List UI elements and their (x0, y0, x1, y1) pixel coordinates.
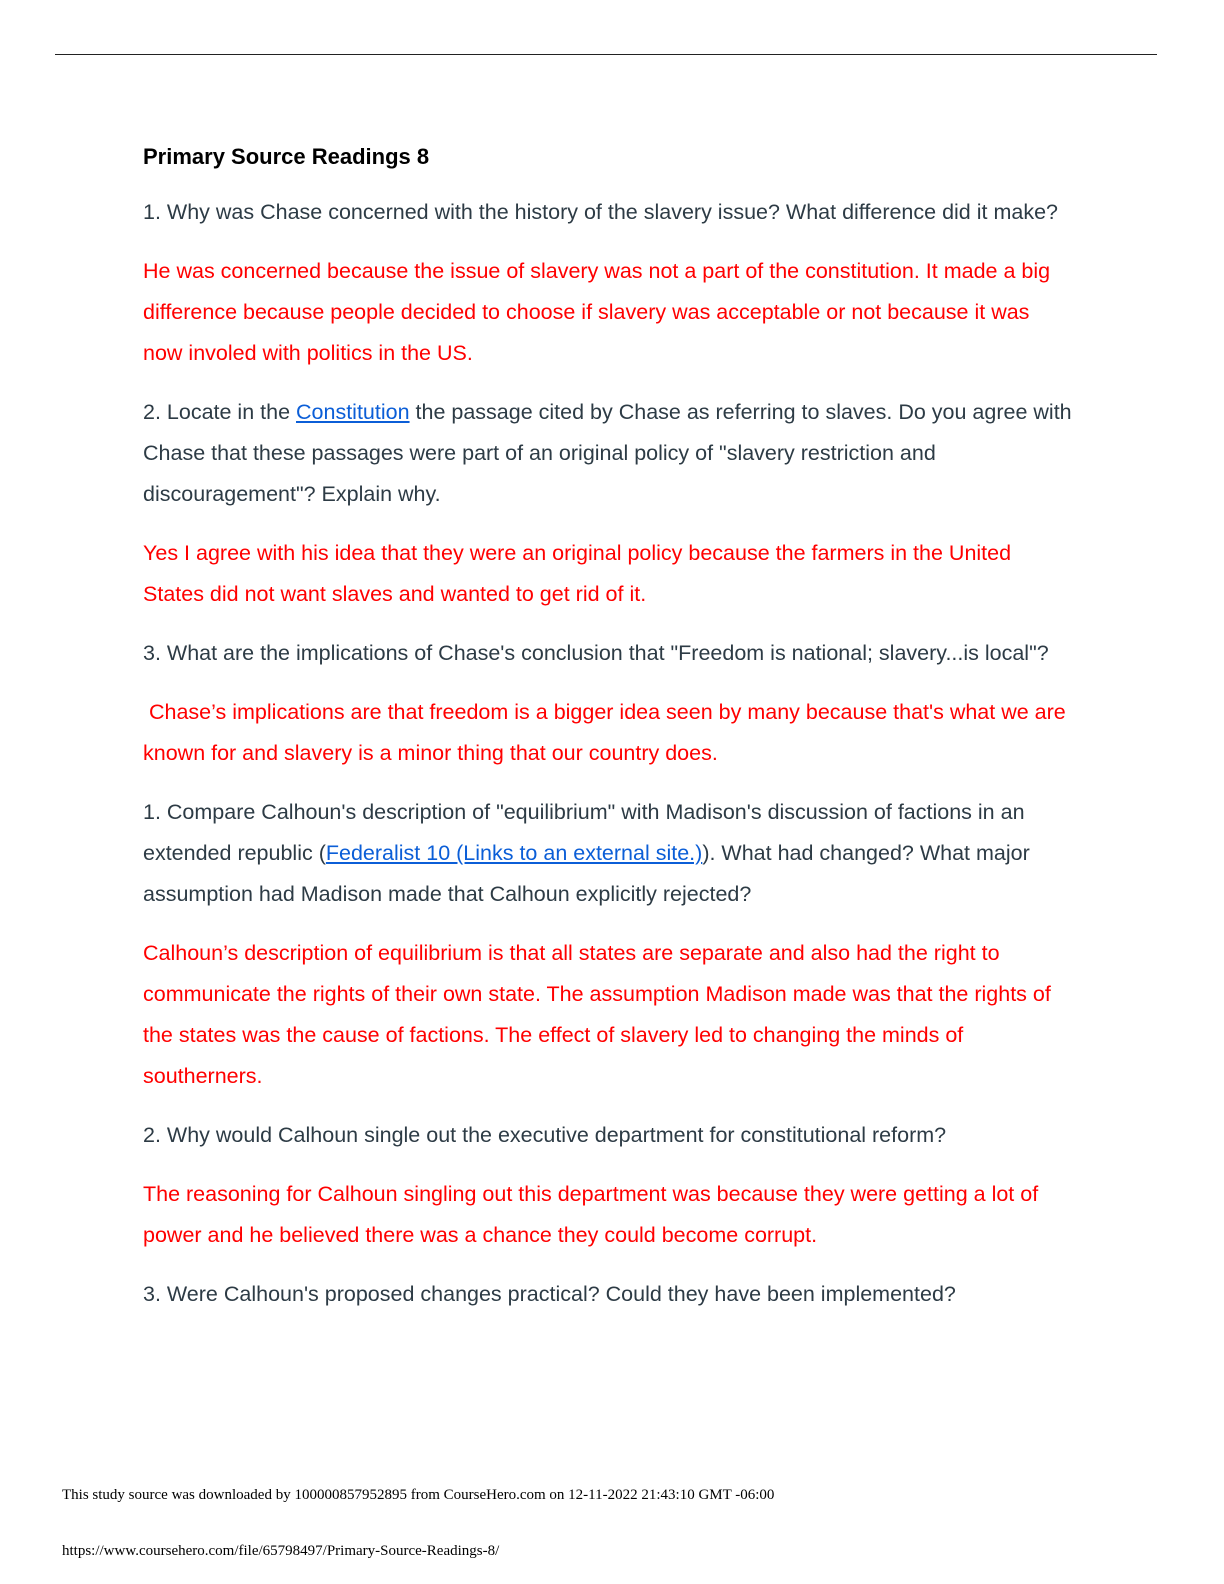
download-note: This study source was downloaded by 100000857952895 from CourseHero.com on 12-11-2022 21:43:10 GMT -06:00 (62, 1487, 775, 1503)
question-4-text-start: 1. Compare Calhoun's description of "equilibrium" with Madison's discussion of factions in an extended republic ( (143, 800, 1025, 865)
document-title: Primary Source Readings 8 (143, 144, 430, 169)
question-3: 3. What are the implications of Chase's conclusion that "Freedom is national; slavery...is local"? (143, 641, 1049, 665)
document-body (143, 140, 1073, 1333)
header-divider (55, 54, 1157, 55)
question-4-text-end: ). What had changed? What major assumption had Madison made that Calhoun explicitly rejected? (143, 841, 1030, 906)
question-2 (143, 392, 1073, 515)
question-1: 1. Why was Chase concerned with the history of the slavery issue? What difference did it make? (143, 200, 1058, 224)
answer-3: Chase’s implications are that freedom is a bigger idea seen by many because that's what we are known for and slavery is a minor thing that our country does. (143, 700, 1072, 765)
answer-1: He was concerned because the issue of slavery was not a part of the constitution. It made a big difference because people decided to choose if slavery was acceptable or not because it was now involed with politics in the US. (143, 259, 1051, 365)
constitution-link[interactable]: Constitution (296, 400, 410, 424)
question-5: 2. Why would Calhoun single out the executive department for constitutional reform? (143, 1123, 947, 1147)
question-4 (143, 792, 1073, 915)
answer-5: The reasoning for Calhoun singling out this department was because they were getting a lot of power and he believed there was a chance they could become corrupt. (143, 1182, 1039, 1247)
question-6: 3. Were Calhoun's proposed changes practical? Could they have been implemented? (143, 1282, 956, 1306)
question-2-text-end: the passage cited by Chase as referring to slaves. Do you agree with Chase that these passages were part of an original policy of "slavery restriction and discouragement"? Explain why. (143, 400, 1072, 506)
source-url: https://www.coursehero.com/file/65798497/Primary-Source-Readings-8/ (62, 1543, 500, 1559)
answer-2: Yes I agree with his idea that they were an original policy because the farmers in the United States did not want slaves and wanted to get rid of it. (143, 541, 1012, 606)
answer-4: Calhoun’s description of equilibrium is that all states are separate and also had the right to communicate the rights of their own state. The assumption Madison made was that the rights of the states was the cause of factions. The effect of slavery led to changing the minds of southerners. (143, 941, 1051, 1088)
federalist-10-link[interactable]: Federalist 10 (Links to an external site.) (325, 841, 703, 865)
question-2-text-start: 2. Locate in the (143, 400, 296, 424)
